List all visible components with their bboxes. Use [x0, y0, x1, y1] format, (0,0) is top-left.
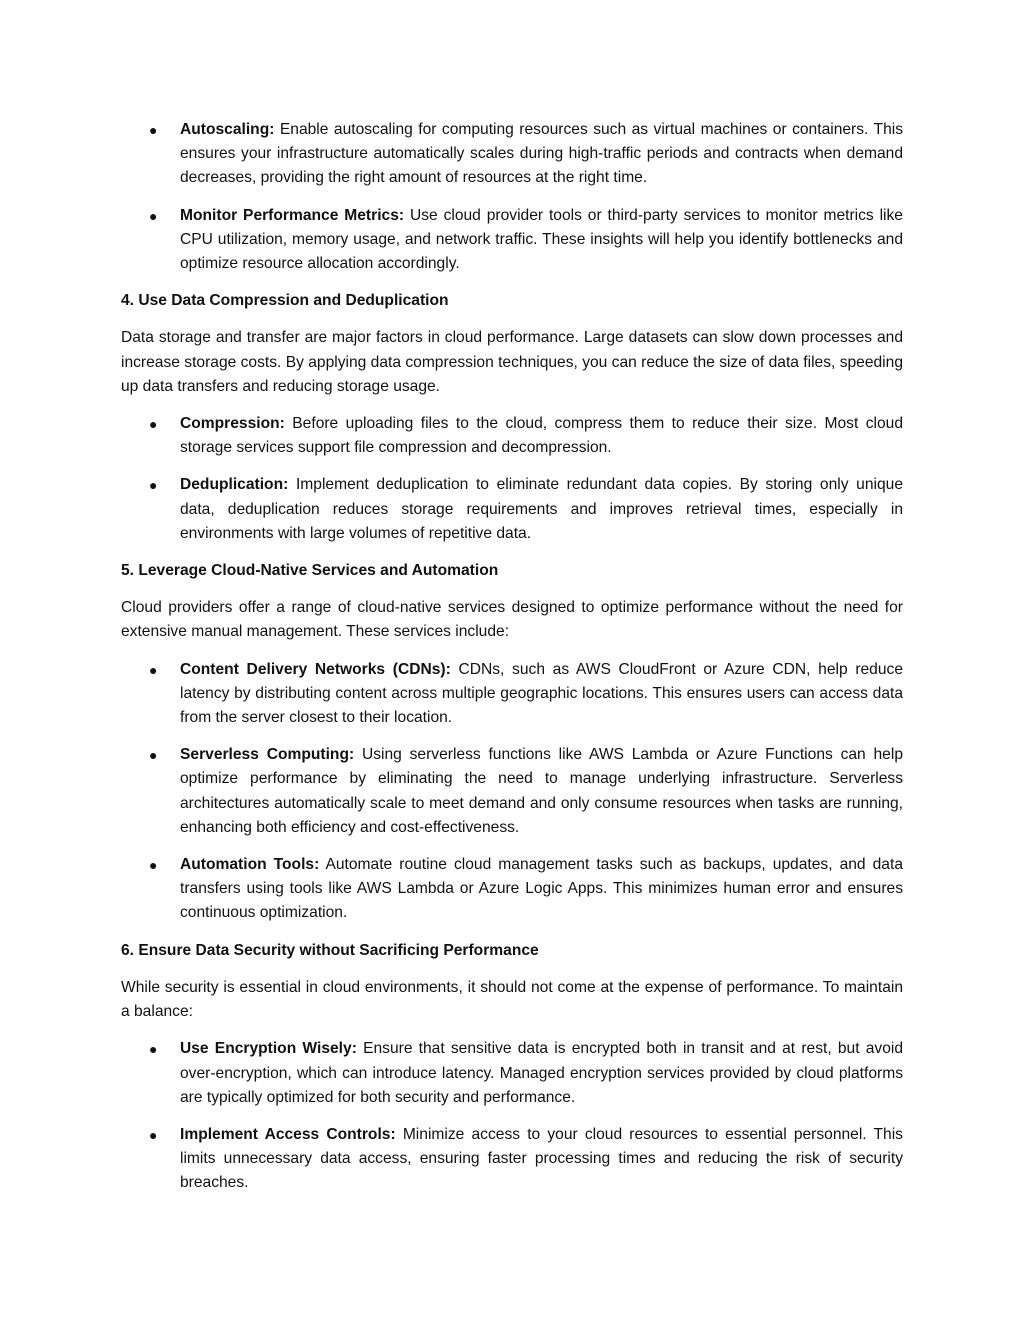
bullet-item [121, 118, 903, 191]
bullet-icon: ● [149, 1126, 158, 1143]
bullet-text: Before uploading files to the cloud, compress them to reduce their size. Most cloud storage services support file compression and decompression. [180, 415, 903, 457]
bullet-text: Implement deduplication to eliminate redundant data copies. By storing only unique data, deduplication reduces storage requirements and improves retrieval times, especially in environments with large volumes of repetitive data. [180, 476, 903, 542]
bullet-term: Use Encryption Wisely: [180, 1040, 357, 1058]
bullet-icon: ● [149, 661, 158, 678]
bullet-term: Content Delivery Networks (CDNs): [180, 660, 451, 678]
bullet-term: Automation Tools: [180, 856, 320, 874]
bullet-text: Automate routine cloud management tasks such as backups, updates, and data transfers using tools like AWS Lambda or Azure Logic Apps. This minimizes human error and ensures continuous optimization. [180, 856, 903, 922]
bullet-item [121, 1037, 903, 1110]
bullet-icon: ● [149, 747, 158, 764]
bullet-list-cloud-native [121, 658, 903, 926]
bullet-term: Deduplication: [180, 476, 289, 494]
section-heading: 4. Use Data Compression and Deduplication [121, 292, 449, 310]
bullet-item [121, 204, 903, 277]
bullet-term: Implement Access Controls: [180, 1125, 396, 1143]
bullet-icon: ● [149, 857, 158, 874]
bullet-icon: ● [149, 122, 158, 138]
bullet-text: Enable autoscaling for computing resources such as virtual machines or containers. This ensures your infrastructure automatically scales during high-traffic periods and contracts when demand decreases, providing the right amount of resources at the right time. [180, 121, 903, 187]
bullet-item [121, 853, 903, 926]
paragraph: Data storage and transfer are major factors in cloud performance. Large datasets can slow down processes and increase storage costs. By applying data compression techniques, you can reduce the size of data files, speeding up data transfers and reducing storage usage. [121, 329, 903, 395]
bullet-list-resource-management [121, 118, 903, 276]
section-heading: 5. Leverage Cloud-Native Services and Automation [121, 562, 499, 580]
bullet-icon: ● [149, 1041, 158, 1058]
bullet-text: Minimize access to your cloud resources to essential personnel. This limits unnecessary data access, ensuring faster processing times and reducing the risk of security breaches. [180, 1125, 903, 1192]
bullet-icon: ● [149, 207, 158, 224]
bullet-text: Ensure that sensitive data is encrypted both in transit and at rest, but avoid over-encryption, which can introduce latency. Managed encryption services provided by cloud platforms are typically optimized for both security and performance. [180, 1040, 903, 1106]
bullet-term: Serverless Computing: [180, 746, 355, 764]
bullet-list-security [121, 1037, 903, 1195]
bullet-item [121, 473, 903, 546]
bullet-text: Use cloud provider tools or third-party services to monitor metrics like CPU utilization, memory usage, and network traffic. These insights will help you identify bottlenecks and optimize resource allocation accordingly. [180, 206, 903, 273]
paragraph: While security is essential in cloud environments, it should not come at the expense of performance. To maintain a balance: [121, 978, 903, 1021]
bullet-item [121, 1123, 903, 1196]
paragraph: Cloud providers offer a range of cloud-native services designed to optimize performance without the need for extensive manual management. These services include: [121, 599, 903, 641]
document-page [121, 118, 903, 1209]
section-heading: 6. Ensure Data Security without Sacrificing Performance [121, 941, 539, 959]
bullet-icon: ● [149, 477, 158, 494]
bullet-term: Monitor Performance Metrics: [180, 206, 405, 224]
bullet-term: Compression: [180, 415, 285, 433]
bullet-term: Autoscaling: [180, 121, 275, 138]
bullet-item [121, 412, 903, 460]
bullet-item [121, 743, 903, 840]
bullet-item [121, 658, 903, 731]
bullet-list-compression [121, 412, 903, 546]
bullet-text: Using serverless functions like AWS Lambda or Azure Functions can help optimize performance by eliminating the need to manage underlying infrastructure. Serverless architectures automatically scale to meet demand and only consume resources when tasks are running, enhancing both efficiency and cost-effectiveness. [180, 746, 903, 836]
bullet-text: CDNs, such as AWS CloudFront or Azure CDN, help reduce latency by distributing content across multiple geographic locations. This ensures users can access data from the server closest to their location. [180, 660, 904, 727]
bullet-icon: ● [149, 416, 158, 433]
